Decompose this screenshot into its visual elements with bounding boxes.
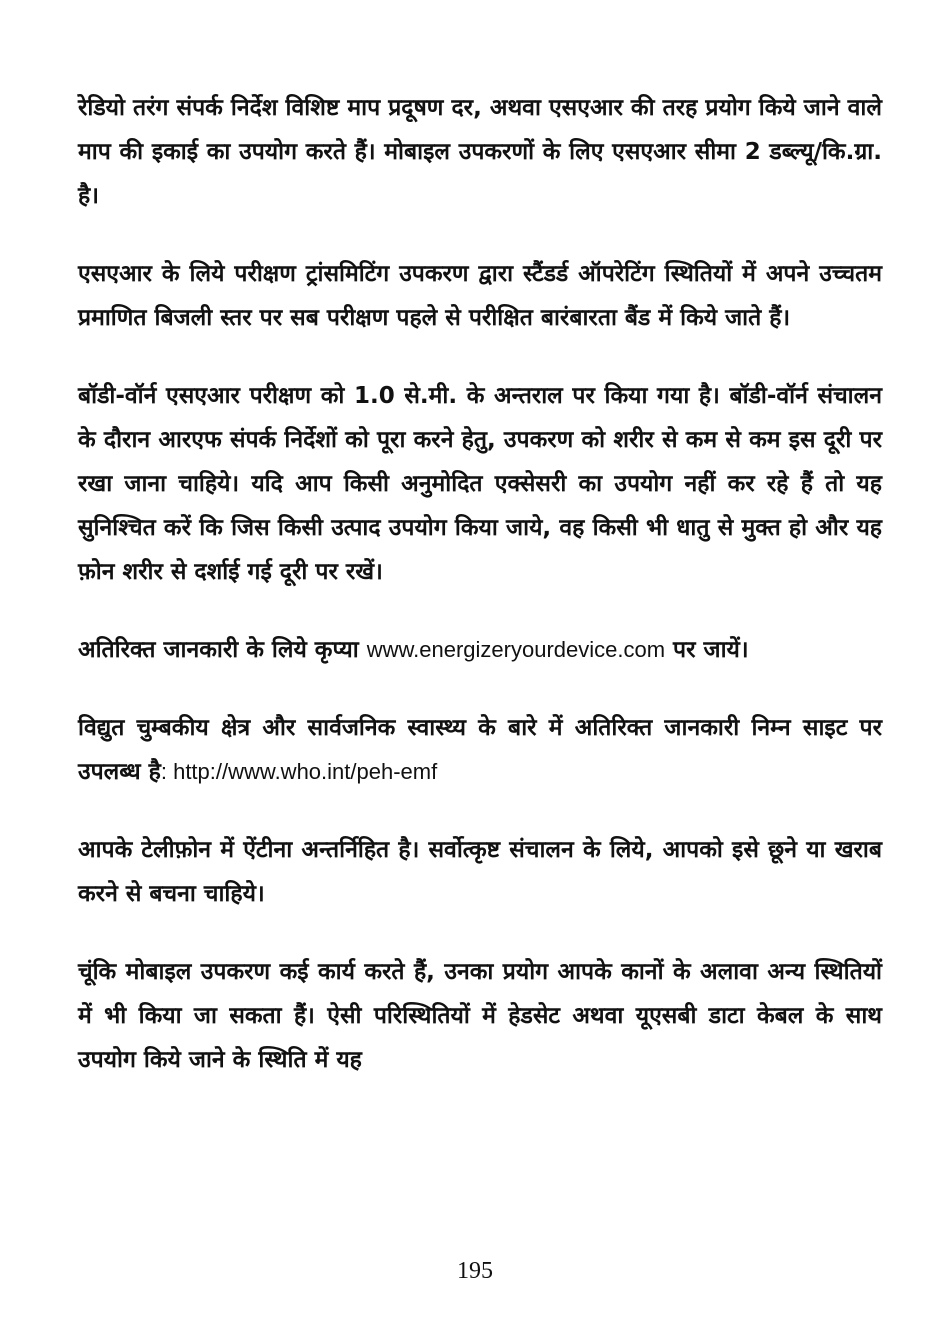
- paragraph-body-worn: बॉडी-वॉर्न एसएआर परीक्षण को 1.0 से.मी. के अन्तराल पर किया गया है। बॉडी-वॉर्न संचालन के दौरान आरएफ संपर्क निर्देशों को पूरा करने हेतु, उपकरण को शरीर से कम से कम इस दूरी पर रखा जाना चाहिये। यदि आप किसी अनुमोदित एक्सेसरी का उपयोग नहीं कर रहे हैं तो यह सुनिश्चित करें कि जिस किसी उत्पाद उपयोग किया जाये, वह किसी भी धातु से मुक्त हो और यह फ़ोन शरीर से दर्शाई गई दूरी पर रखें।: [78, 383, 882, 585]
- document-page: [78, 86, 882, 1116]
- who-link: : http://www.who.int/peh-emf: [160, 759, 438, 784]
- paragraph-emf-info: [78, 706, 882, 794]
- website-link: www.energizeryourdevice.com: [366, 637, 666, 662]
- paragraph-sar-testing: एसएआर के लिये परीक्षण ट्रांसमिटिंग उपकरण द्वारा स्टैंडर्ड ऑपरेटिंग स्थितियों में अपने उच्चतम प्रमाणित बिजली स्तर पर सब परीक्षण पहले से परीक्षित बारंबारता बैंड में किये जाते हैं।: [78, 261, 882, 331]
- page-number: 195: [457, 1258, 493, 1284]
- paragraph-more-info: [78, 628, 882, 672]
- paragraph-antenna: आपके टेलीफ़ोन में ऐंटीना अन्तर्निहित है। सर्वोत्कृष्ट संचालन के लिये, आपको इसे छूने या खराब करने से बचना चाहिये।: [78, 837, 882, 907]
- more-info-text: अतिरिक्त जानकारी के लिये कृप्या: [78, 637, 367, 663]
- paragraph-sar-definition: रेडियो तरंग संपर्क निर्देश विशिष्ट माप प्रदूषण दर, अथवा एसएआर की तरह प्रयोग किये जाने वाले माप की इकाई का उपयोग करते हैं। मोबाइल उपकरणों के लिए एसएआर सीमा 2 डब्ल्यू/कि.ग्रा. है।: [78, 95, 882, 209]
- more-info-end: पर जायें।: [665, 637, 749, 663]
- paragraph-usage-positions: चूंकि मोबाइल उपकरण कई कार्य करते हैं, उनका प्रयोग आपके कानों के अलावा अन्य स्थितियों में भी किया जा सकता हैं। ऐसी परिस्थितियों में हेडसेट अथवा यूएसबी डाटा केबल के साथ उपयोग किये जाने के स्थिति में यह: [78, 959, 882, 1073]
- emf-info-text: विद्युत चुम्बकीय क्षेत्र और सार्वजनिक स्वास्थ्य के बारे में अतिरिक्त जानकारी निम्न साइट पर उपलब्ध है: [78, 715, 882, 785]
